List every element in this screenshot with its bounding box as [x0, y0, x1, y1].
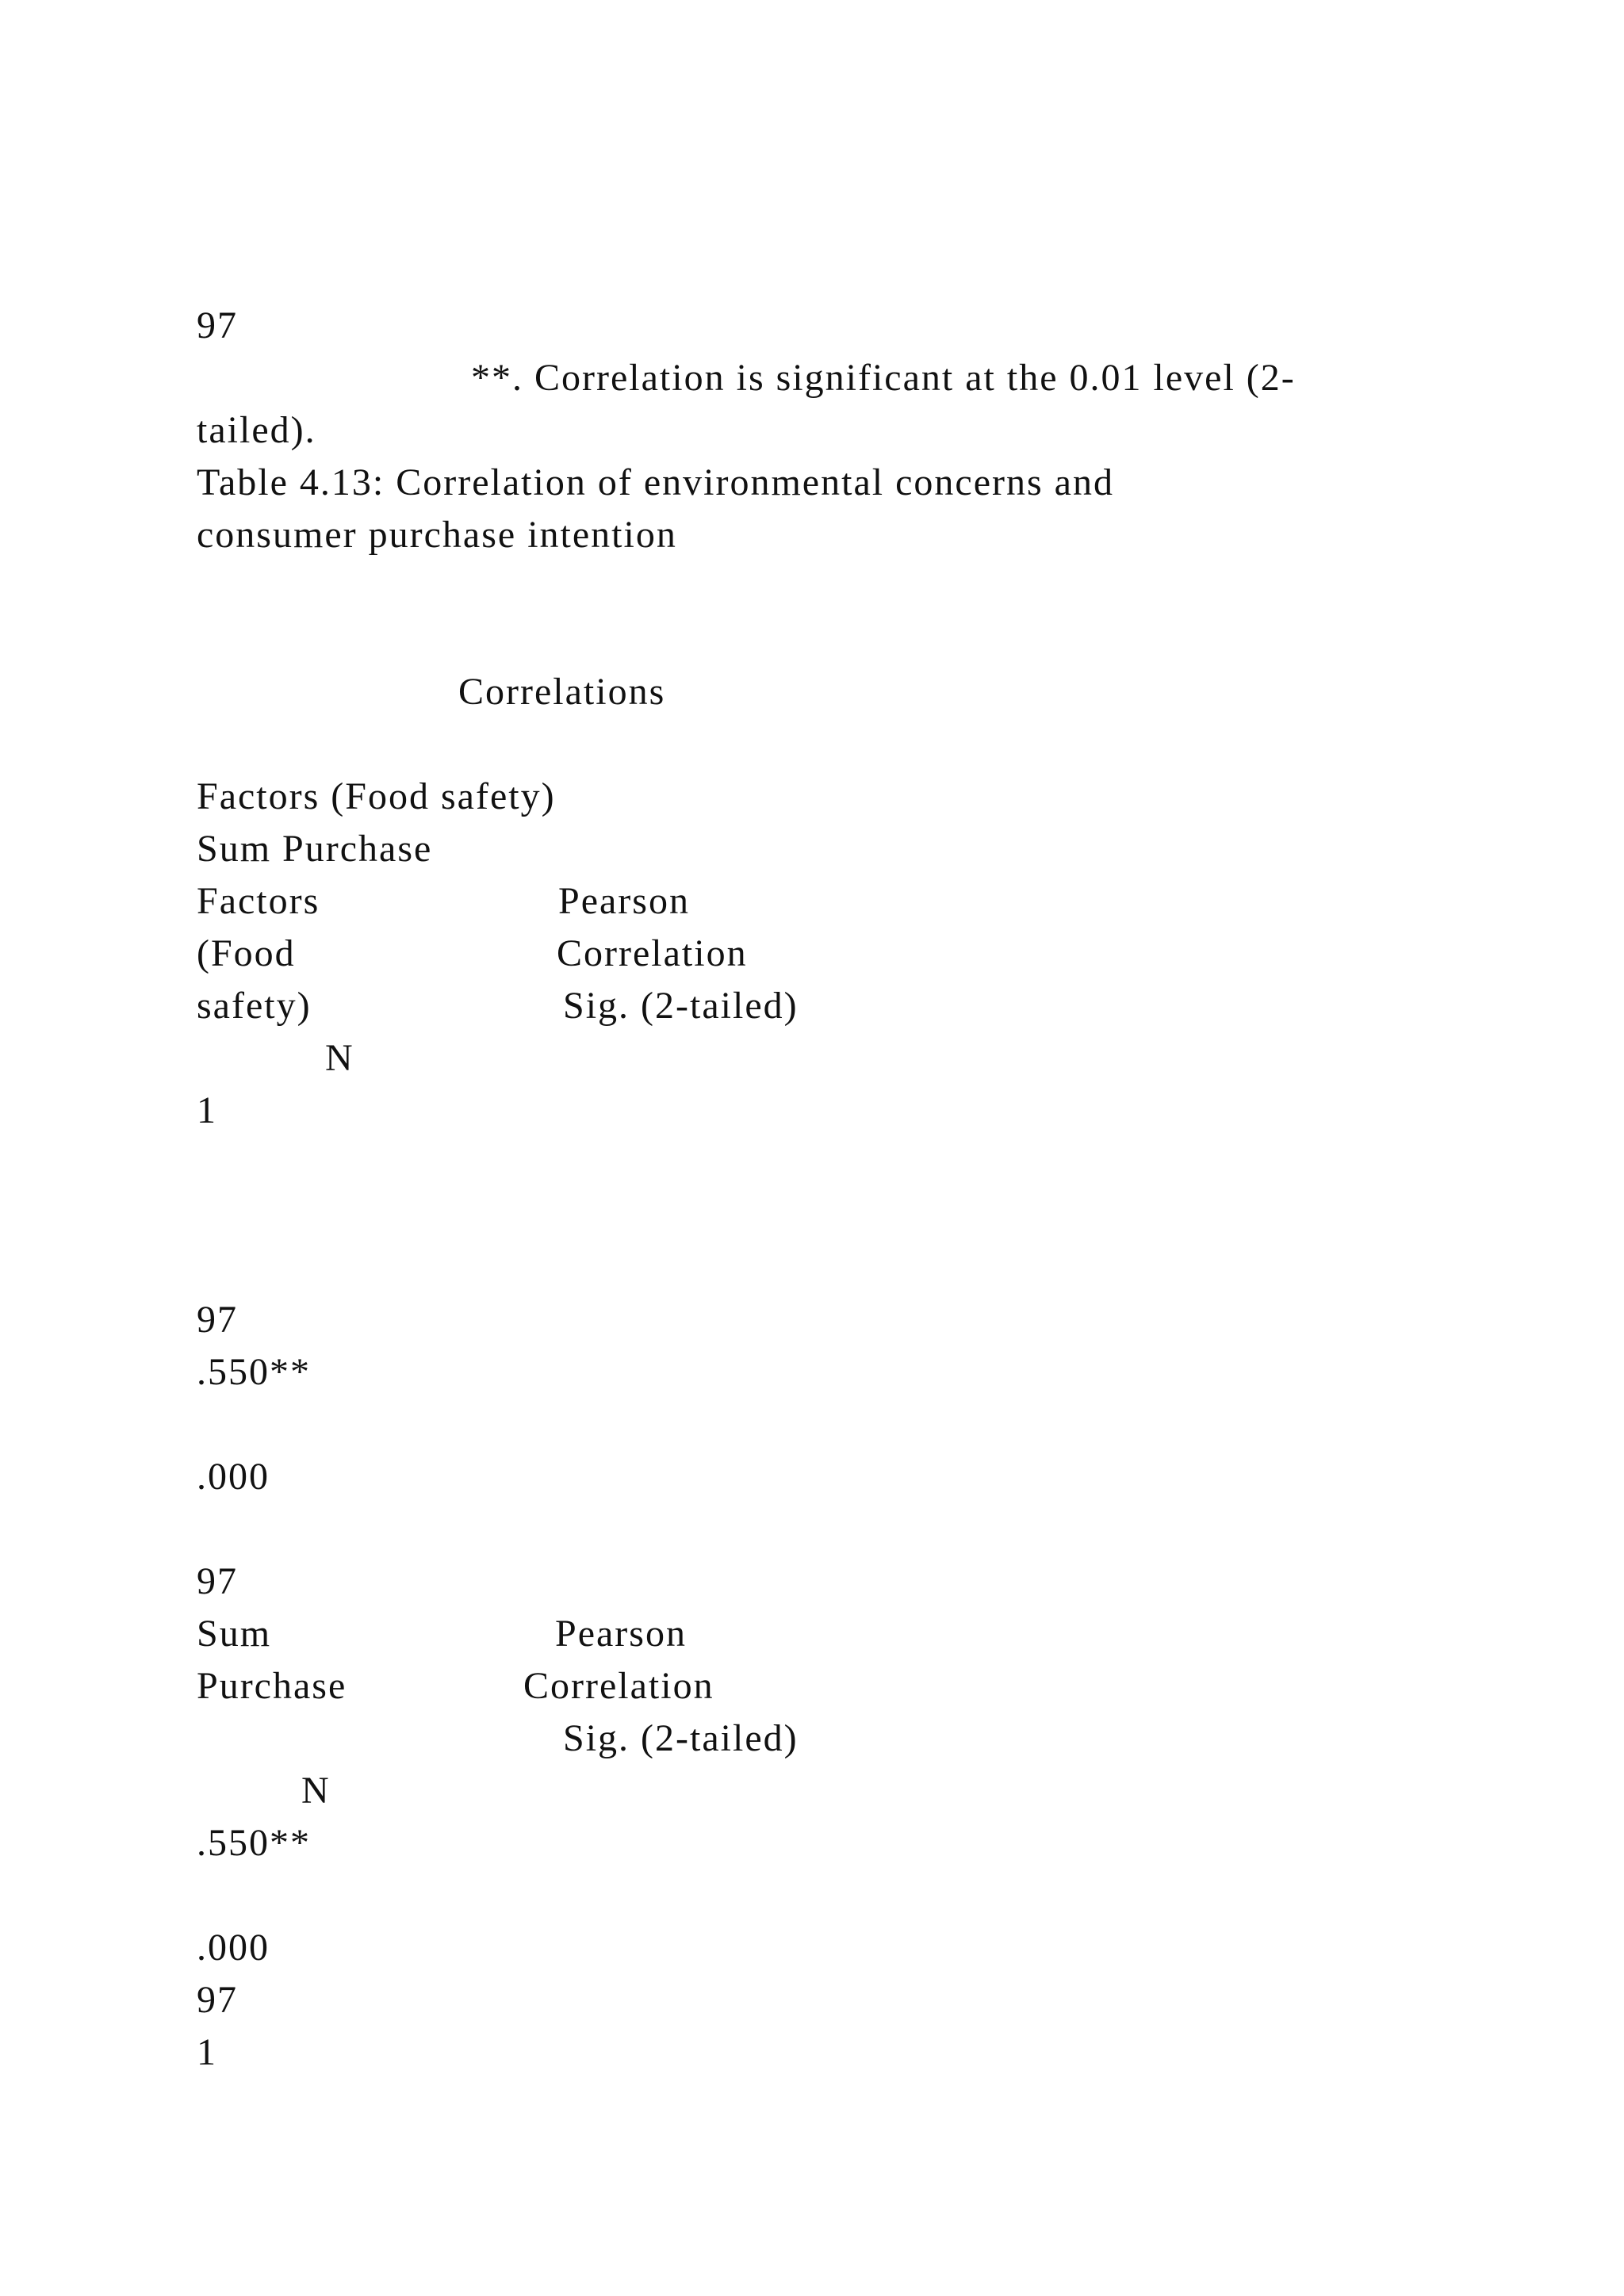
- row1-sig-label: Sig. (2-tailed): [563, 985, 799, 1027]
- footnote-line-2: tailed).: [197, 409, 316, 451]
- top-n-value: 97: [197, 304, 238, 346]
- table-title: Correlations: [458, 671, 666, 713]
- row1-pearson-line-2: Correlation: [557, 932, 748, 974]
- row1-pearson-line-1: Pearson: [558, 880, 690, 922]
- row1-cross-n: 97: [197, 1560, 238, 1602]
- row1-n-label: N: [325, 1037, 354, 1079]
- table-caption-line-1: Table 4.13: Correlation of environmental concerns and: [197, 461, 1114, 503]
- row1-self-correlation: 1: [197, 1089, 217, 1131]
- row1-label-line-3: safety): [197, 985, 312, 1027]
- row2-label-line-2: Purchase: [197, 1665, 347, 1707]
- column-header-factors: Factors (Food safety): [197, 775, 556, 817]
- row2-n-label: N: [301, 1770, 331, 1812]
- row1-cross-correlation: .550**: [197, 1351, 311, 1393]
- row2-cross-n: 97: [197, 1979, 238, 2021]
- row1-label-line-1: Factors: [197, 880, 320, 922]
- footnote-line-1: **. Correlation is significant at the 0.01 level (2-: [471, 357, 1296, 399]
- row2-cross-sig: .000: [197, 1927, 270, 1969]
- table-caption-line-2: consumer purchase intention: [197, 514, 677, 556]
- row1-self-n: 97: [197, 1299, 238, 1341]
- row2-sig-label: Sig. (2-tailed): [563, 1717, 799, 1759]
- row2-self-correlation: 1: [197, 2031, 217, 2073]
- row2-cross-correlation: .550**: [197, 1822, 311, 1864]
- row2-pearson-line-2: Correlation: [523, 1665, 714, 1707]
- row1-cross-sig: .000: [197, 1456, 270, 1498]
- column-header-sum-purchase: Sum Purchase: [197, 828, 433, 870]
- row1-label-line-2: (Food: [197, 932, 296, 974]
- row2-pearson-line-1: Pearson: [555, 1613, 687, 1655]
- row2-label-line-1: Sum: [197, 1613, 272, 1655]
